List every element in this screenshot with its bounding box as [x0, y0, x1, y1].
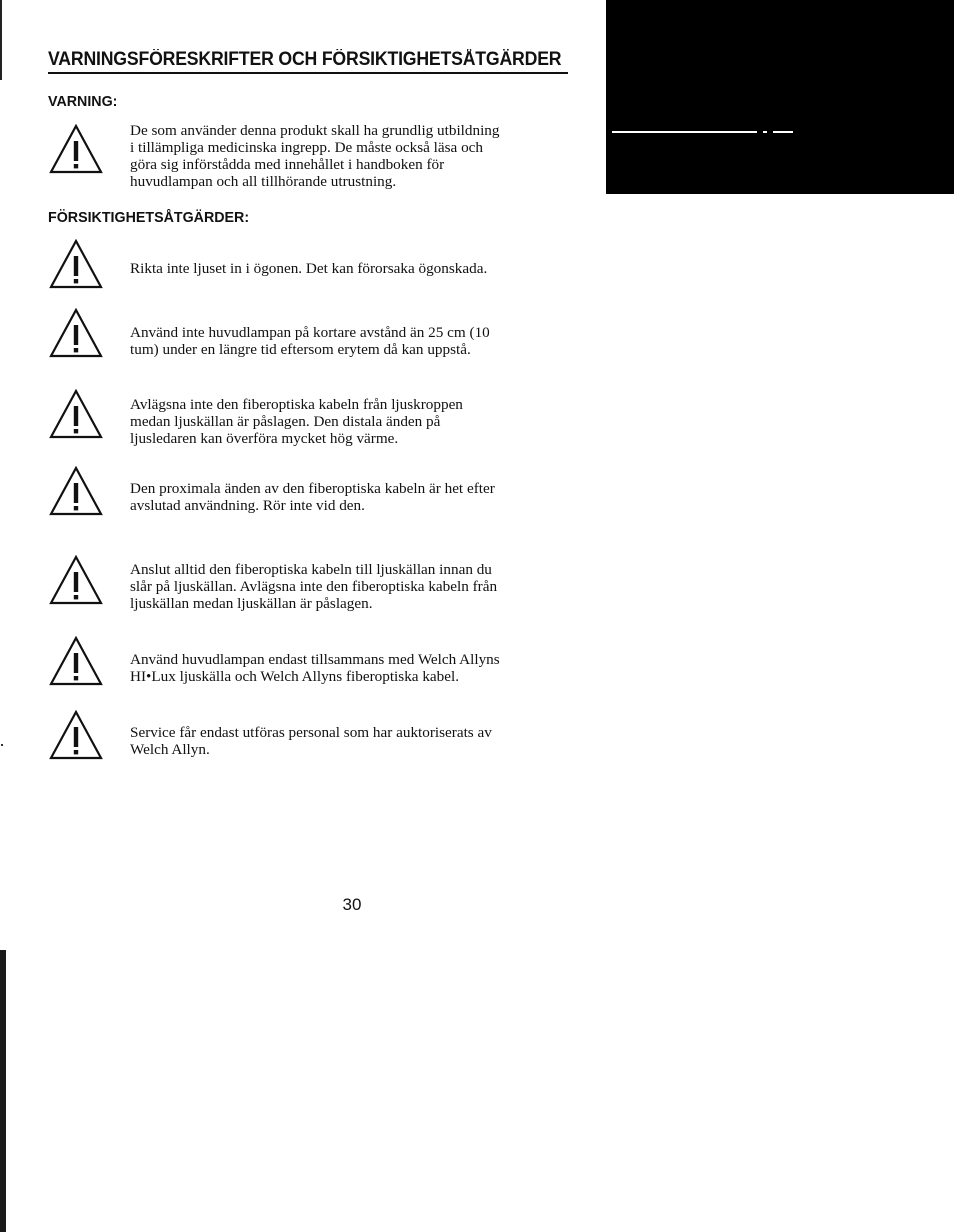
- text-line: Rikta inte ljuset in i ögonen. Det kan förorsaka ögonskada.: [130, 260, 488, 277]
- warning-triangle-icon: [49, 636, 103, 686]
- caution-item: [130, 480, 580, 514]
- warning-triangle-icon: [49, 710, 103, 760]
- warning-triangle-icon: [49, 239, 103, 289]
- text-line: ljuskällan medan ljuskällan är påslagen.: [130, 595, 373, 612]
- text-line: slår på ljuskällan. Avlägsna inte den fiberoptiska kabeln från: [130, 578, 498, 595]
- caution-item: [130, 561, 580, 612]
- caution-item: [130, 651, 580, 685]
- warning-triangle-icon: [49, 124, 103, 174]
- text-line: Avlägsna inte den fiberoptiska kabeln från ljuskroppen: [130, 396, 463, 413]
- warning-triangle-icon: [49, 389, 103, 439]
- warning-triangle-icon: [49, 308, 103, 358]
- text-line: göra sig införstådda med innehållet i handboken för: [130, 156, 445, 173]
- edge-tab-rule: [612, 131, 757, 133]
- text-line: Den proximala änden av den fiberoptiska kabeln är het efter: [130, 480, 495, 497]
- text-line: De som använder denna produkt skall ha grundlig utbildning: [130, 122, 500, 139]
- text-line: Använd huvudlampan endast tillsammans med Welch Allyns: [130, 651, 500, 668]
- text-line: medan ljuskällan är påslagen. Den distala änden på: [130, 413, 441, 430]
- text-line: Använd inte huvudlampan på kortare avstånd än 25 cm (10: [130, 324, 490, 341]
- title-underline: [48, 72, 568, 74]
- edge-tab-dash: [773, 131, 793, 133]
- text-line: Service får endast utföras personal som har auktoriserats av: [130, 724, 492, 741]
- page-title: VARNINGSFÖRESKRIFTER OCH FÖRSIKTIGHETSÅTGÄRDER: [48, 49, 562, 70]
- caution-item: [130, 396, 580, 447]
- text-line: Anslut alltid den fiberoptiska kabeln till ljuskällan innan du: [130, 561, 492, 578]
- page-number: 30: [342, 895, 362, 914]
- warning-heading: VARNING:: [48, 93, 118, 110]
- edge-tab-dot: [763, 131, 767, 133]
- caution-item: [130, 724, 580, 758]
- text-line: HI•Lux ljuskälla och Welch Allyns fiberoptiska kabel.: [130, 668, 460, 685]
- caution-item: [130, 260, 580, 277]
- caution-item: [130, 324, 580, 358]
- scan-edge-mark: [0, 0, 2, 80]
- caution-heading: FÖRSIKTIGHETSÅTGÄRDER:: [48, 209, 250, 226]
- text-line: avslutad användning. Rör inte vid den.: [130, 497, 365, 514]
- text-line: huvudlampan och all tillhörande utrustning.: [130, 173, 397, 190]
- scan-speck: [1, 744, 3, 746]
- text-line: tum) under en längre tid eftersom erytem då kan uppstå.: [130, 341, 471, 358]
- text-line: ljusledaren kan överföra mycket hög värme.: [130, 430, 399, 447]
- section-edge-tab: [606, 0, 954, 194]
- text-line: Welch Allyn.: [130, 741, 210, 758]
- warning-text: [130, 122, 580, 190]
- text-line: i tillämpliga medicinska ingrepp. De måste också läsa och: [130, 139, 484, 156]
- scan-binding-edge: [0, 950, 6, 1232]
- warning-triangle-icon: [49, 466, 103, 516]
- warning-triangle-icon: [49, 555, 103, 605]
